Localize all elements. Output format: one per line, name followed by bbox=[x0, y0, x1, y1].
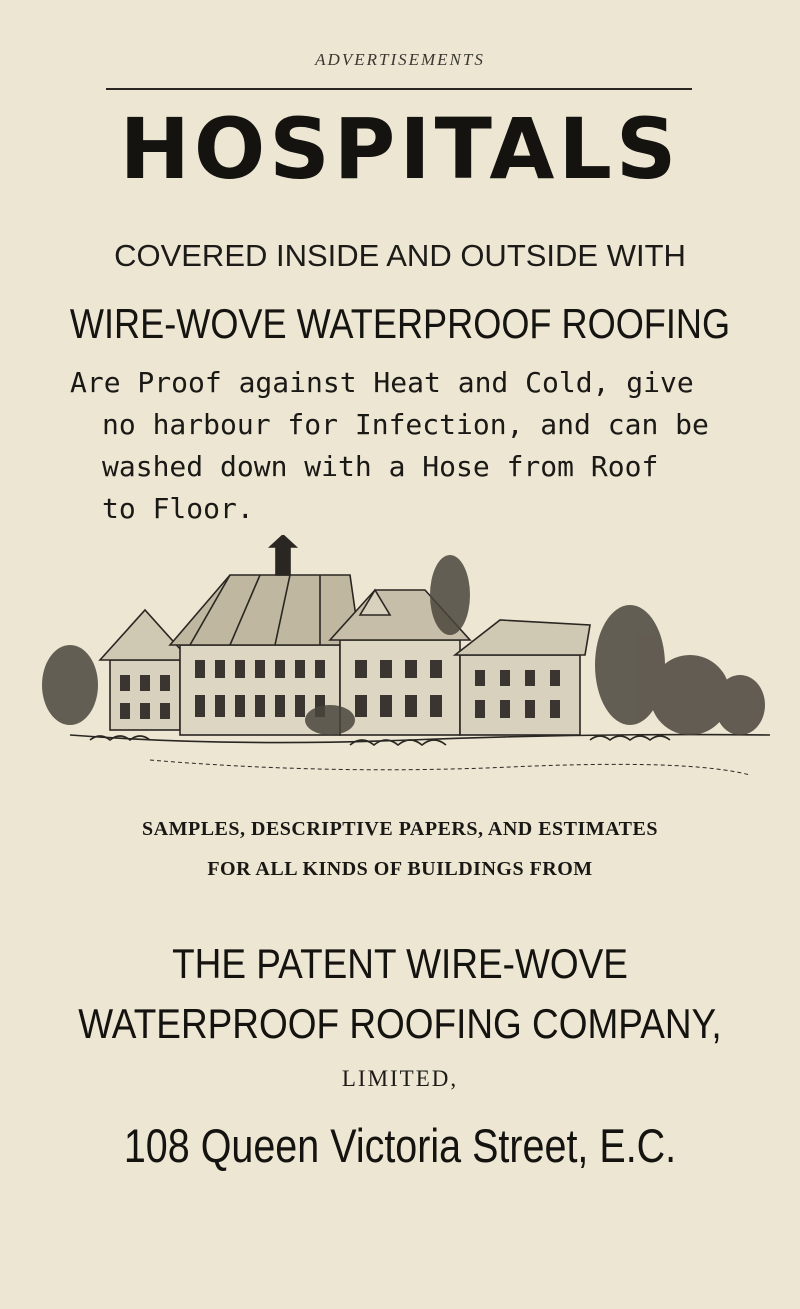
hospital-building-illustration bbox=[30, 535, 770, 800]
samples-line-1: SAMPLES, DESCRIPTIVE PAPERS, AND ESTIMATES bbox=[142, 818, 658, 840]
header-rule bbox=[106, 88, 692, 90]
body-line: Are Proof against Heat and Cold, give bbox=[70, 366, 694, 399]
company-suffix: LIMITED, bbox=[341, 1066, 459, 1091]
company-address: 108 Queen Victoria Street, E.C. bbox=[123, 1119, 677, 1172]
body-paragraph bbox=[70, 362, 730, 530]
headline: HOSPITALS bbox=[119, 100, 681, 198]
body-line: washed down with a Hose from Roof bbox=[102, 450, 659, 483]
samples-line-2: FOR ALL KINDS OF BUILDINGS FROM bbox=[207, 858, 593, 880]
company-name-line-2: WATERPROOF ROOFING COMPANY, bbox=[78, 1000, 722, 1047]
running-header: ADVERTISEMENTS bbox=[315, 50, 485, 69]
body-line: to Floor. bbox=[102, 492, 254, 525]
subheading-covered: COVERED INSIDE AND OUTSIDE WITH bbox=[114, 238, 686, 273]
company-name-line-1: THE PATENT WIRE-WOVE bbox=[172, 940, 628, 987]
body-line: no harbour for Infection, and can be bbox=[102, 408, 709, 441]
subheading-product: WIRE-WOVE WATERPROOF ROOFING bbox=[69, 300, 731, 347]
